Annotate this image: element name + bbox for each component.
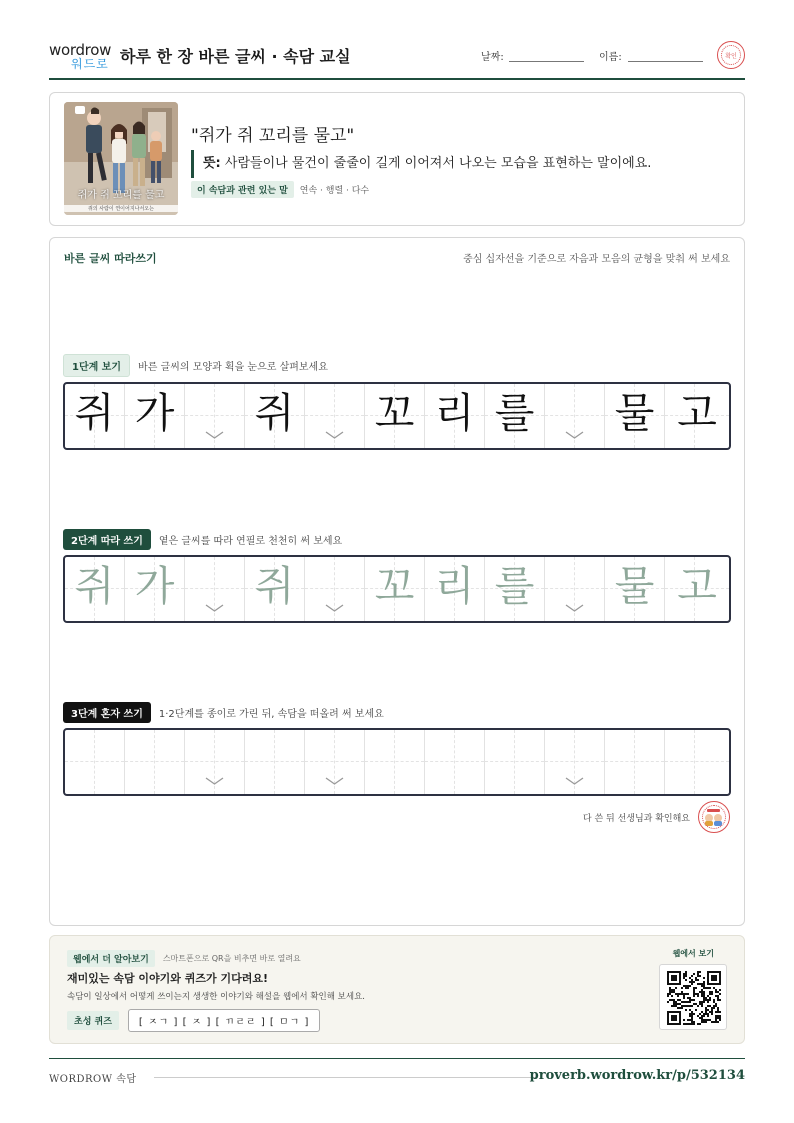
footer-brand: WORDROW 속담	[49, 1074, 137, 1085]
chosung-quiz	[67, 1009, 320, 1032]
cell-middle-guide	[185, 588, 244, 589]
practice-hint: 중심 십자선을 기준으로 자음과 모음의 균형을 맞춰 써 보세요	[463, 254, 730, 265]
practice-cell[interactable]	[485, 730, 545, 794]
page-footer	[49, 1058, 745, 1085]
cell-middle-guide	[665, 761, 729, 762]
cell-middle-guide	[185, 415, 244, 416]
date-label: 날짜:	[481, 52, 504, 63]
cell-center-guide	[394, 730, 395, 794]
footer-divider	[154, 1077, 536, 1078]
space-marker-icon	[205, 776, 224, 786]
illustration-caption: 쥐가 쥐 꼬리를 물고	[77, 190, 165, 201]
trace-character: 물	[614, 562, 655, 610]
cell-center-guide	[274, 730, 275, 794]
step-1-label	[63, 354, 328, 377]
worksheet-title: 하루 한 장 바른 글씨 · 속담 교실	[120, 47, 351, 66]
practice-title: 바른 글씨 따라쓰기	[64, 252, 157, 265]
step-3-label	[63, 702, 384, 723]
cell-center-guide	[634, 730, 635, 794]
space-marker-icon	[565, 776, 584, 786]
cell-middle-guide	[425, 761, 484, 762]
practice-cell[interactable]	[125, 730, 185, 794]
practice-cell[interactable]	[425, 557, 485, 621]
qr-code-icon	[667, 971, 721, 1025]
related-words-row	[191, 181, 369, 198]
cell-middle-guide	[545, 761, 604, 762]
meaning-text: 사람들이나 물건이 줄줄이 길게 이어져서 나오는 모습을 표현하는 말이에요.	[224, 156, 652, 171]
space-marker-icon	[205, 603, 224, 613]
cell-middle-guide	[305, 588, 364, 589]
wordrow-logo	[49, 42, 111, 70]
trace-character: 를	[494, 562, 535, 610]
space-marker-icon	[325, 603, 344, 613]
proverb-illustration	[64, 102, 178, 215]
model-character: 고	[677, 389, 717, 437]
space-marker-icon	[565, 603, 584, 613]
model-character: 쥐	[254, 389, 295, 437]
cell-middle-guide	[605, 761, 664, 762]
space-marker-icon	[325, 776, 344, 786]
practice-cell	[125, 384, 185, 448]
cell-center-guide	[454, 730, 455, 794]
web-description: 속담이 일상에서 어떻게 쓰이는지 생생한 이야기와 해설을 웹에서 확인해 보세요.	[67, 992, 365, 1002]
teacher-seal-icon	[698, 801, 730, 833]
practice-panel	[49, 237, 745, 926]
step-3-grid[interactable]	[63, 728, 731, 796]
practice-cell[interactable]	[365, 557, 425, 621]
cell-center-guide	[514, 730, 515, 794]
model-character: 리	[434, 389, 475, 437]
model-character: 꼬	[374, 389, 415, 437]
qr-code[interactable]	[659, 964, 727, 1030]
model-character: 쥐	[74, 389, 115, 437]
practice-cell[interactable]	[245, 557, 305, 621]
space-marker-icon	[565, 430, 584, 440]
cell-middle-guide	[185, 761, 244, 762]
practice-cell[interactable]	[245, 730, 305, 794]
trace-character: 가	[134, 562, 175, 610]
step-1-description: 바른 글씨의 모양과 획을 눈으로 살펴보세요	[138, 362, 328, 373]
practice-cell	[245, 384, 305, 448]
trace-character: 쥐	[74, 562, 115, 610]
cell-middle-guide	[365, 761, 424, 762]
web-tag-row	[67, 950, 301, 967]
illustration-subcaption: 쥐의 사람이 연이어지나서오는	[64, 205, 178, 212]
related-words: 연속 · 행렬 · 다수	[299, 186, 370, 196]
cell-center-guide	[94, 730, 95, 794]
practice-cell	[65, 384, 125, 448]
step-2-description: 옅은 글씨를 따라 연필로 천천히 써 보세요	[158, 536, 343, 547]
space-cell[interactable]	[305, 730, 365, 794]
model-character: 를	[494, 389, 535, 437]
step-2-badge: 2단계 따라 쓰기	[63, 529, 151, 550]
practice-cell[interactable]	[605, 730, 665, 794]
practice-cell	[665, 384, 729, 448]
cell-middle-guide	[545, 415, 604, 416]
practice-cell[interactable]	[665, 730, 729, 794]
model-character: 가	[134, 389, 175, 437]
space-cell[interactable]	[185, 730, 245, 794]
cell-center-guide	[154, 730, 155, 794]
step-3-description: 1·2단계를 종이로 가린 뒤, 속담을 떠올려 써 보세요	[158, 709, 384, 720]
web-headline: 재미있는 속담 이야기와 퀴즈가 기다려요!	[67, 972, 268, 985]
space-cell	[545, 384, 605, 448]
trace-character: 리	[434, 562, 475, 610]
cell-middle-guide	[305, 761, 364, 762]
logo-wordmark: wordrow	[49, 41, 112, 59]
practice-cell	[485, 384, 545, 448]
logo-subtitle: 워드로	[71, 57, 109, 71]
web-tag: 웹에서 더 알아보기	[67, 950, 155, 967]
cell-middle-guide	[485, 761, 544, 762]
practice-cell[interactable]	[365, 730, 425, 794]
proverb-meaning	[191, 150, 651, 178]
web-tag-note: 스마트폰으로 QR을 비추면 바로 열려요	[162, 954, 301, 963]
practice-cell[interactable]	[125, 557, 185, 621]
step-2-grid[interactable]	[63, 555, 731, 623]
page-header	[49, 38, 745, 80]
space-cell[interactable]	[185, 557, 245, 621]
confirm-stamp-icon: 확인	[717, 41, 745, 69]
practice-cell[interactable]	[65, 557, 125, 621]
proverb-title: "쥐가 쥐 꼬리를 물고"	[191, 126, 355, 146]
teacher-check-text: 다 쓴 뒤 선생님과 확인해요	[582, 813, 690, 824]
trace-character: 꼬	[374, 562, 415, 610]
cell-middle-guide	[545, 588, 604, 589]
footer-url-link[interactable]: proverb.wordrow.kr/p/532134	[529, 1068, 745, 1083]
model-character: 물	[614, 389, 655, 437]
space-marker-icon	[205, 430, 224, 440]
meaning-label: 뜻:	[203, 156, 221, 171]
teacher-check-row	[583, 801, 730, 833]
cell-middle-guide	[245, 761, 304, 762]
practice-cell[interactable]	[425, 730, 485, 794]
step-1-grid	[63, 382, 731, 450]
step-1-badge: 1단계 보기	[63, 354, 130, 377]
proverb-card	[49, 92, 745, 226]
practice-cell	[425, 384, 485, 448]
qr-label: 웹에서 보기	[672, 949, 714, 958]
trace-character: 고	[677, 562, 717, 610]
space-cell[interactable]	[545, 730, 605, 794]
space-cell	[185, 384, 245, 448]
quiz-answer-box[interactable]: [ ㅈㄱ ] [ ㅈ ] [ ㄲㄹㄹ ] [ ㅁㄱ ]	[128, 1009, 320, 1032]
space-marker-icon	[325, 430, 344, 440]
date-field[interactable]	[509, 61, 584, 62]
web-more-box	[49, 935, 745, 1044]
practice-cell	[365, 384, 425, 448]
cell-middle-guide	[65, 761, 124, 762]
practice-cell[interactable]	[665, 557, 729, 621]
cell-middle-guide	[125, 761, 184, 762]
practice-cell[interactable]	[65, 730, 125, 794]
step-3-badge: 3단계 혼자 쓰기	[63, 702, 151, 723]
practice-cell	[605, 384, 665, 448]
name-label: 이름:	[599, 52, 622, 63]
cell-middle-guide	[305, 415, 364, 416]
step-2-label	[63, 529, 342, 550]
cell-center-guide	[694, 730, 695, 794]
space-cell[interactable]	[305, 557, 365, 621]
practice-cell[interactable]	[605, 557, 665, 621]
trace-character: 쥐	[254, 562, 295, 610]
name-field[interactable]	[628, 61, 703, 62]
space-cell[interactable]	[545, 557, 605, 621]
practice-cell[interactable]	[485, 557, 545, 621]
quiz-label: 초성 퀴즈	[67, 1011, 119, 1030]
space-cell	[305, 384, 365, 448]
related-words-tag: 이 속담과 관련 있는 말	[191, 181, 294, 198]
